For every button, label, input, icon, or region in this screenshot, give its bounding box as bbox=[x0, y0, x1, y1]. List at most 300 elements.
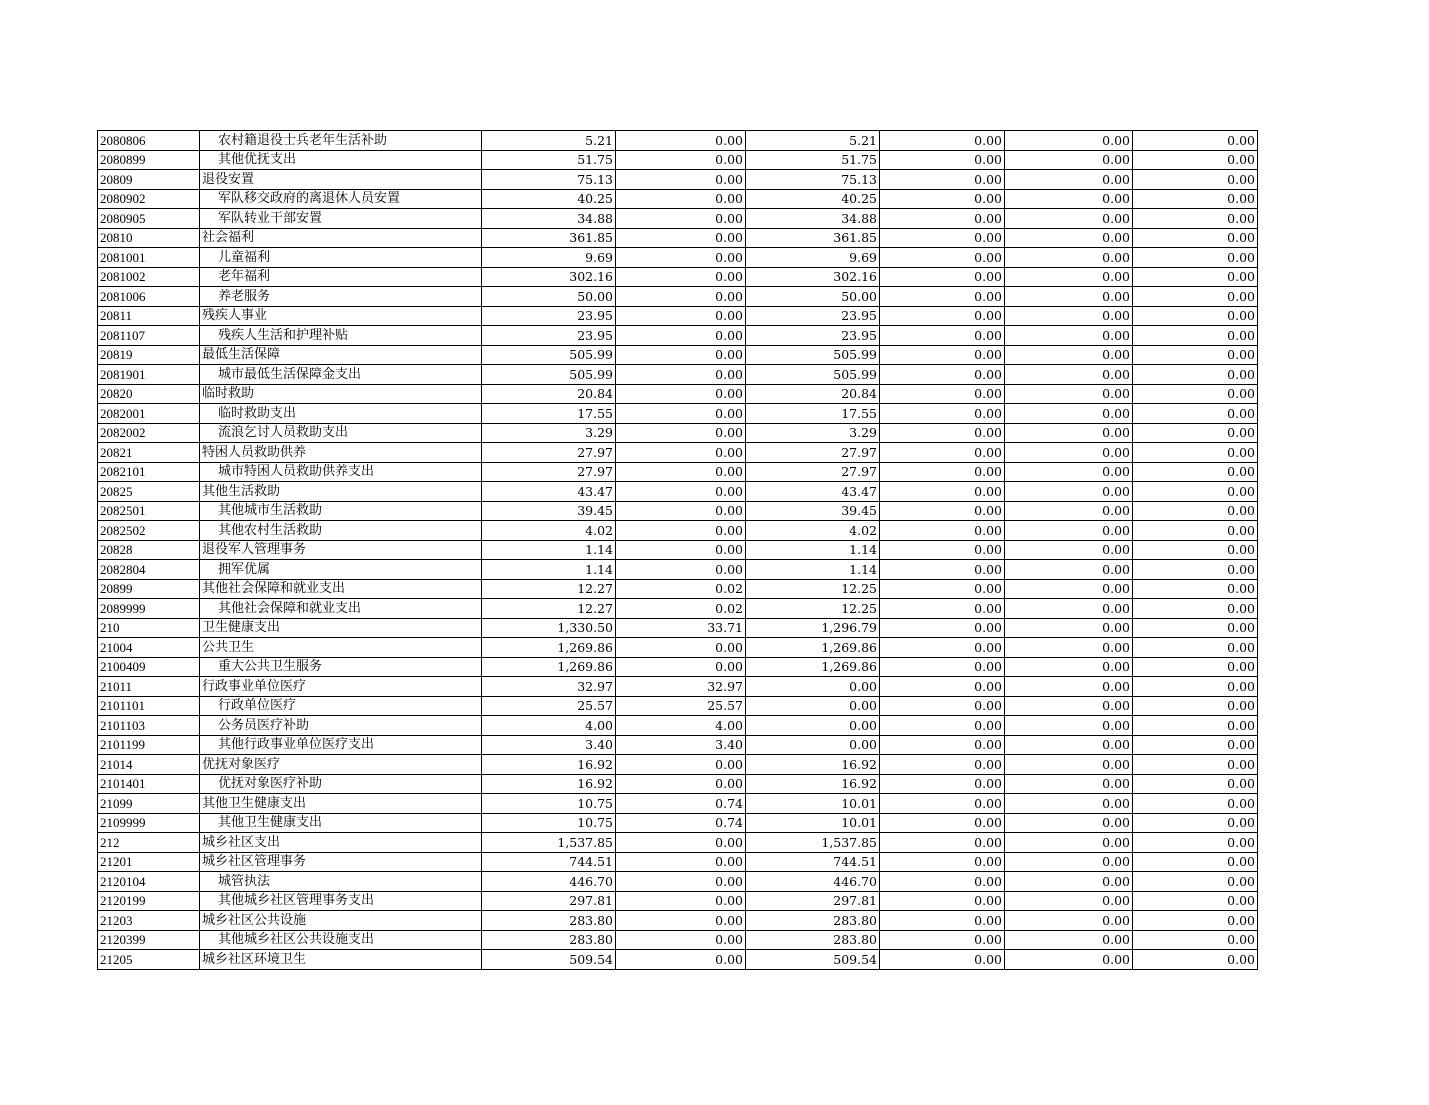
amount-cell: 17.55 bbox=[746, 404, 880, 424]
table-row bbox=[98, 813, 1258, 833]
amount-cell: 0.00 bbox=[1133, 287, 1258, 307]
amount-cell: 0.00 bbox=[616, 774, 746, 794]
amount-cell: 0.00 bbox=[746, 716, 880, 736]
amount-cell: 4.02 bbox=[482, 521, 616, 541]
amount-cell: 0.00 bbox=[616, 443, 746, 463]
amount-cell: 0.00 bbox=[616, 170, 746, 190]
amount-cell: 20.84 bbox=[746, 384, 880, 404]
subject-code-cell: 2081001 bbox=[98, 248, 200, 268]
table-row bbox=[98, 209, 1258, 229]
table-row bbox=[98, 716, 1258, 736]
amount-cell: 0.00 bbox=[1133, 696, 1258, 716]
amount-cell: 0.00 bbox=[1005, 404, 1133, 424]
subject-name-cell: 其他优抚支出 bbox=[200, 150, 482, 170]
amount-cell: 10.75 bbox=[482, 813, 616, 833]
subject-name-cell: 城管执法 bbox=[200, 872, 482, 892]
amount-cell: 32.97 bbox=[616, 677, 746, 697]
amount-cell: 505.99 bbox=[482, 365, 616, 385]
subject-code-cell: 210 bbox=[98, 618, 200, 638]
amount-cell: 0.00 bbox=[880, 384, 1005, 404]
amount-cell: 0.00 bbox=[1133, 930, 1258, 950]
subject-name-cell: 优抚对象医疗补助 bbox=[200, 774, 482, 794]
amount-cell: 0.00 bbox=[1133, 462, 1258, 482]
amount-cell: 0.00 bbox=[880, 365, 1005, 385]
amount-cell: 0.00 bbox=[616, 755, 746, 775]
amount-cell: 0.00 bbox=[1133, 170, 1258, 190]
amount-cell: 0.00 bbox=[880, 326, 1005, 346]
subject-name-cell: 儿童福利 bbox=[200, 248, 482, 268]
amount-cell: 5.21 bbox=[482, 131, 616, 151]
table-row bbox=[98, 891, 1258, 911]
subject-code-cell: 21004 bbox=[98, 638, 200, 658]
subject-name-cell: 重大公共卫生服务 bbox=[200, 657, 482, 677]
amount-cell: 0.00 bbox=[1005, 911, 1133, 931]
amount-cell: 0.00 bbox=[880, 131, 1005, 151]
amount-cell: 0.00 bbox=[1133, 501, 1258, 521]
subject-code-cell: 2081002 bbox=[98, 267, 200, 287]
amount-cell: 1,269.86 bbox=[746, 638, 880, 658]
amount-cell: 12.27 bbox=[482, 579, 616, 599]
amount-cell: 0.00 bbox=[616, 891, 746, 911]
amount-cell: 0.00 bbox=[880, 189, 1005, 209]
amount-cell: 0.00 bbox=[1005, 501, 1133, 521]
amount-cell: 4.00 bbox=[616, 716, 746, 736]
table-row bbox=[98, 326, 1258, 346]
amount-cell: 0.00 bbox=[1005, 852, 1133, 872]
amount-cell: 34.88 bbox=[482, 209, 616, 229]
amount-cell: 1,296.79 bbox=[746, 618, 880, 638]
amount-cell: 3.40 bbox=[482, 735, 616, 755]
amount-cell: 0.00 bbox=[616, 228, 746, 248]
amount-cell: 0.00 bbox=[616, 209, 746, 229]
amount-cell: 0.00 bbox=[1133, 384, 1258, 404]
table-row bbox=[98, 170, 1258, 190]
table-row bbox=[98, 638, 1258, 658]
amount-cell: 27.97 bbox=[746, 443, 880, 463]
amount-cell: 0.00 bbox=[880, 813, 1005, 833]
subject-name-cell: 其他社会保障和就业支出 bbox=[200, 579, 482, 599]
amount-cell: 25.57 bbox=[616, 696, 746, 716]
amount-cell: 0.00 bbox=[1133, 852, 1258, 872]
subject-code-cell: 21205 bbox=[98, 950, 200, 970]
amount-cell: 361.85 bbox=[482, 228, 616, 248]
table-row bbox=[98, 150, 1258, 170]
table-row bbox=[98, 852, 1258, 872]
amount-cell: 23.95 bbox=[482, 306, 616, 326]
amount-cell: 0.00 bbox=[1133, 228, 1258, 248]
amount-cell: 283.80 bbox=[746, 911, 880, 931]
amount-cell: 75.13 bbox=[746, 170, 880, 190]
subject-code-cell: 2082502 bbox=[98, 521, 200, 541]
table-row bbox=[98, 131, 1258, 151]
amount-cell: 0.00 bbox=[746, 735, 880, 755]
amount-cell: 1,269.86 bbox=[482, 638, 616, 658]
amount-cell: 0.00 bbox=[1005, 930, 1133, 950]
subject-name-cell: 其他卫生健康支出 bbox=[200, 794, 482, 814]
subject-name-cell: 流浪乞讨人员救助支出 bbox=[200, 423, 482, 443]
amount-cell: 10.01 bbox=[746, 813, 880, 833]
subject-code-cell: 2081006 bbox=[98, 287, 200, 307]
amount-cell: 40.25 bbox=[746, 189, 880, 209]
subject-name-cell: 城乡社区环境卫生 bbox=[200, 950, 482, 970]
table-row bbox=[98, 501, 1258, 521]
amount-cell: 0.00 bbox=[1133, 482, 1258, 502]
subject-name-cell: 城乡社区支出 bbox=[200, 833, 482, 853]
amount-cell: 0.00 bbox=[880, 774, 1005, 794]
amount-cell: 0.00 bbox=[1133, 365, 1258, 385]
amount-cell: 0.00 bbox=[1005, 423, 1133, 443]
amount-cell: 446.70 bbox=[746, 872, 880, 892]
amount-cell: 0.00 bbox=[1133, 735, 1258, 755]
amount-cell: 0.00 bbox=[616, 150, 746, 170]
amount-cell: 0.00 bbox=[1133, 599, 1258, 619]
subject-name-cell: 城乡社区管理事务 bbox=[200, 852, 482, 872]
amount-cell: 23.95 bbox=[482, 326, 616, 346]
amount-cell: 16.92 bbox=[482, 774, 616, 794]
table-row bbox=[98, 423, 1258, 443]
amount-cell: 0.00 bbox=[1005, 599, 1133, 619]
amount-cell: 0.00 bbox=[1133, 306, 1258, 326]
amount-cell: 0.00 bbox=[616, 345, 746, 365]
amount-cell: 0.00 bbox=[1133, 150, 1258, 170]
amount-cell: 283.80 bbox=[482, 911, 616, 931]
table-row bbox=[98, 482, 1258, 502]
amount-cell: 283.80 bbox=[482, 930, 616, 950]
table-row bbox=[98, 462, 1258, 482]
amount-cell: 0.00 bbox=[1005, 384, 1133, 404]
amount-cell: 0.00 bbox=[1005, 579, 1133, 599]
amount-cell: 33.71 bbox=[616, 618, 746, 638]
subject-code-cell: 20810 bbox=[98, 228, 200, 248]
amount-cell: 0.00 bbox=[880, 170, 1005, 190]
amount-cell: 0.00 bbox=[616, 189, 746, 209]
amount-cell: 51.75 bbox=[482, 150, 616, 170]
table-row bbox=[98, 696, 1258, 716]
subject-code-cell: 2081107 bbox=[98, 326, 200, 346]
subject-code-cell: 2082001 bbox=[98, 404, 200, 424]
amount-cell: 39.45 bbox=[746, 501, 880, 521]
amount-cell: 0.00 bbox=[616, 365, 746, 385]
amount-cell: 4.02 bbox=[746, 521, 880, 541]
amount-cell: 27.97 bbox=[482, 462, 616, 482]
table-row bbox=[98, 755, 1258, 775]
amount-cell: 0.00 bbox=[1133, 677, 1258, 697]
subject-name-cell: 卫生健康支出 bbox=[200, 618, 482, 638]
amount-cell: 297.81 bbox=[482, 891, 616, 911]
subject-code-cell: 20828 bbox=[98, 540, 200, 560]
amount-cell: 0.00 bbox=[616, 911, 746, 931]
subject-code-cell: 21203 bbox=[98, 911, 200, 931]
amount-cell: 509.54 bbox=[746, 950, 880, 970]
amount-cell: 0.00 bbox=[1005, 170, 1133, 190]
amount-cell: 75.13 bbox=[482, 170, 616, 190]
subject-code-cell: 21011 bbox=[98, 677, 200, 697]
amount-cell: 0.00 bbox=[1005, 735, 1133, 755]
subject-name-cell: 公务员医疗补助 bbox=[200, 716, 482, 736]
subject-code-cell: 20825 bbox=[98, 482, 200, 502]
amount-cell: 40.25 bbox=[482, 189, 616, 209]
subject-name-cell: 其他农村生活救助 bbox=[200, 521, 482, 541]
amount-cell: 5.21 bbox=[746, 131, 880, 151]
amount-cell: 0.00 bbox=[1133, 404, 1258, 424]
amount-cell: 9.69 bbox=[482, 248, 616, 268]
amount-cell: 0.00 bbox=[880, 599, 1005, 619]
amount-cell: 0.00 bbox=[1005, 209, 1133, 229]
table-row bbox=[98, 248, 1258, 268]
amount-cell: 0.00 bbox=[1133, 521, 1258, 541]
amount-cell: 0.00 bbox=[1133, 131, 1258, 151]
amount-cell: 16.92 bbox=[482, 755, 616, 775]
subject-code-cell: 20899 bbox=[98, 579, 200, 599]
subject-name-cell: 社会福利 bbox=[200, 228, 482, 248]
table-body bbox=[98, 131, 1258, 970]
subject-name-cell: 优抚对象医疗 bbox=[200, 755, 482, 775]
amount-cell: 43.47 bbox=[482, 482, 616, 502]
subject-name-cell: 老年福利 bbox=[200, 267, 482, 287]
amount-cell: 12.25 bbox=[746, 579, 880, 599]
table-row bbox=[98, 579, 1258, 599]
amount-cell: 0.00 bbox=[1005, 872, 1133, 892]
amount-cell: 10.75 bbox=[482, 794, 616, 814]
amount-cell: 0.74 bbox=[616, 794, 746, 814]
amount-cell: 283.80 bbox=[746, 930, 880, 950]
subject-code-cell: 20820 bbox=[98, 384, 200, 404]
amount-cell: 0.00 bbox=[1005, 131, 1133, 151]
amount-cell: 0.00 bbox=[880, 228, 1005, 248]
amount-cell: 0.00 bbox=[616, 560, 746, 580]
subject-code-cell: 2082101 bbox=[98, 462, 200, 482]
amount-cell: 23.95 bbox=[746, 306, 880, 326]
amount-cell: 3.29 bbox=[746, 423, 880, 443]
amount-cell: 0.00 bbox=[1133, 326, 1258, 346]
amount-cell: 0.00 bbox=[880, 735, 1005, 755]
amount-cell: 361.85 bbox=[746, 228, 880, 248]
amount-cell: 23.95 bbox=[746, 326, 880, 346]
subject-code-cell: 20809 bbox=[98, 170, 200, 190]
subject-name-cell: 行政事业单位医疗 bbox=[200, 677, 482, 697]
amount-cell: 16.92 bbox=[746, 755, 880, 775]
amount-cell: 302.16 bbox=[746, 267, 880, 287]
amount-cell: 505.99 bbox=[746, 365, 880, 385]
amount-cell: 20.84 bbox=[482, 384, 616, 404]
amount-cell: 16.92 bbox=[746, 774, 880, 794]
amount-cell: 0.00 bbox=[1133, 950, 1258, 970]
amount-cell: 0.00 bbox=[880, 657, 1005, 677]
amount-cell: 0.00 bbox=[880, 833, 1005, 853]
amount-cell: 1.14 bbox=[482, 540, 616, 560]
amount-cell: 505.99 bbox=[482, 345, 616, 365]
amount-cell: 0.00 bbox=[616, 326, 746, 346]
subject-name-cell: 临时救助 bbox=[200, 384, 482, 404]
amount-cell: 0.00 bbox=[616, 267, 746, 287]
table-row bbox=[98, 735, 1258, 755]
subject-code-cell: 20821 bbox=[98, 443, 200, 463]
amount-cell: 0.00 bbox=[880, 209, 1005, 229]
amount-cell: 744.51 bbox=[482, 852, 616, 872]
amount-cell: 0.00 bbox=[1005, 248, 1133, 268]
amount-cell: 27.97 bbox=[746, 462, 880, 482]
subject-name-cell: 城乡社区公共设施 bbox=[200, 911, 482, 931]
amount-cell: 0.00 bbox=[1005, 638, 1133, 658]
amount-cell: 0.00 bbox=[880, 755, 1005, 775]
subject-code-cell: 2120104 bbox=[98, 872, 200, 892]
amount-cell: 0.00 bbox=[880, 287, 1005, 307]
amount-cell: 0.00 bbox=[1133, 657, 1258, 677]
subject-name-cell: 行政单位医疗 bbox=[200, 696, 482, 716]
subject-code-cell: 2120199 bbox=[98, 891, 200, 911]
amount-cell: 0.00 bbox=[616, 930, 746, 950]
amount-cell: 3.29 bbox=[482, 423, 616, 443]
table-row bbox=[98, 774, 1258, 794]
amount-cell: 0.00 bbox=[880, 950, 1005, 970]
table-row bbox=[98, 384, 1258, 404]
amount-cell: 0.00 bbox=[616, 501, 746, 521]
amount-cell: 0.00 bbox=[880, 462, 1005, 482]
amount-cell: 1,269.86 bbox=[746, 657, 880, 677]
amount-cell: 0.00 bbox=[880, 930, 1005, 950]
subject-name-cell: 农村籍退役士兵老年生活补助 bbox=[200, 131, 482, 151]
amount-cell: 0.00 bbox=[880, 638, 1005, 658]
table-row bbox=[98, 365, 1258, 385]
amount-cell: 0.00 bbox=[1133, 267, 1258, 287]
amount-cell: 0.00 bbox=[1133, 638, 1258, 658]
amount-cell: 0.00 bbox=[880, 482, 1005, 502]
amount-cell: 25.57 bbox=[482, 696, 616, 716]
amount-cell: 0.00 bbox=[880, 618, 1005, 638]
amount-cell: 0.00 bbox=[1133, 716, 1258, 736]
amount-cell: 51.75 bbox=[746, 150, 880, 170]
amount-cell: 50.00 bbox=[482, 287, 616, 307]
amount-cell: 0.00 bbox=[1005, 696, 1133, 716]
subject-code-cell: 2109999 bbox=[98, 813, 200, 833]
subject-code-cell: 2082002 bbox=[98, 423, 200, 443]
amount-cell: 744.51 bbox=[746, 852, 880, 872]
amount-cell: 0.00 bbox=[880, 248, 1005, 268]
subject-code-cell: 2080806 bbox=[98, 131, 200, 151]
table-row bbox=[98, 267, 1258, 287]
amount-cell: 0.00 bbox=[746, 696, 880, 716]
amount-cell: 0.00 bbox=[1005, 677, 1133, 697]
amount-cell: 0.00 bbox=[1133, 813, 1258, 833]
amount-cell: 4.00 bbox=[482, 716, 616, 736]
amount-cell: 0.00 bbox=[1005, 189, 1133, 209]
amount-cell: 0.00 bbox=[1133, 248, 1258, 268]
amount-cell: 302.16 bbox=[482, 267, 616, 287]
amount-cell: 0.00 bbox=[1005, 345, 1133, 365]
amount-cell: 0.00 bbox=[880, 852, 1005, 872]
amount-cell: 0.00 bbox=[880, 794, 1005, 814]
amount-cell: 0.00 bbox=[1133, 189, 1258, 209]
subject-name-cell: 军队转业干部安置 bbox=[200, 209, 482, 229]
subject-code-cell: 2100409 bbox=[98, 657, 200, 677]
subject-name-cell: 其他卫生健康支出 bbox=[200, 813, 482, 833]
table-row bbox=[98, 872, 1258, 892]
amount-cell: 32.97 bbox=[482, 677, 616, 697]
amount-cell: 0.00 bbox=[1133, 443, 1258, 463]
table-row bbox=[98, 930, 1258, 950]
amount-cell: 0.00 bbox=[616, 131, 746, 151]
amount-cell: 1,269.86 bbox=[482, 657, 616, 677]
table-row bbox=[98, 306, 1258, 326]
table-row bbox=[98, 794, 1258, 814]
amount-cell: 39.45 bbox=[482, 501, 616, 521]
amount-cell: 0.00 bbox=[1005, 540, 1133, 560]
subject-name-cell: 城市最低生活保障金支出 bbox=[200, 365, 482, 385]
subject-code-cell: 20811 bbox=[98, 306, 200, 326]
amount-cell: 0.74 bbox=[616, 813, 746, 833]
subject-code-cell: 2101101 bbox=[98, 696, 200, 716]
amount-cell: 0.00 bbox=[880, 579, 1005, 599]
amount-cell: 0.00 bbox=[880, 872, 1005, 892]
amount-cell: 3.40 bbox=[616, 735, 746, 755]
table-row bbox=[98, 540, 1258, 560]
amount-cell: 0.00 bbox=[880, 521, 1005, 541]
amount-cell: 0.00 bbox=[880, 443, 1005, 463]
amount-cell: 0.00 bbox=[1133, 833, 1258, 853]
subject-name-cell: 其他社会保障和就业支出 bbox=[200, 599, 482, 619]
subject-code-cell: 2080905 bbox=[98, 209, 200, 229]
amount-cell: 0.00 bbox=[1133, 891, 1258, 911]
amount-cell: 0.00 bbox=[616, 638, 746, 658]
amount-cell: 0.00 bbox=[1133, 540, 1258, 560]
subject-name-cell: 其他行政事业单位医疗支出 bbox=[200, 735, 482, 755]
subject-name-cell: 特困人员救助供养 bbox=[200, 443, 482, 463]
amount-cell: 0.00 bbox=[616, 306, 746, 326]
amount-cell: 10.01 bbox=[746, 794, 880, 814]
subject-name-cell: 养老服务 bbox=[200, 287, 482, 307]
table-row bbox=[98, 228, 1258, 248]
amount-cell: 0.00 bbox=[1133, 755, 1258, 775]
amount-cell: 0.00 bbox=[616, 540, 746, 560]
amount-cell: 0.00 bbox=[616, 248, 746, 268]
amount-cell: 0.00 bbox=[880, 423, 1005, 443]
amount-cell: 0.00 bbox=[880, 911, 1005, 931]
amount-cell: 0.00 bbox=[1005, 755, 1133, 775]
amount-cell: 0.00 bbox=[880, 150, 1005, 170]
amount-cell: 50.00 bbox=[746, 287, 880, 307]
table-row bbox=[98, 657, 1258, 677]
amount-cell: 0.00 bbox=[1133, 774, 1258, 794]
table-row bbox=[98, 189, 1258, 209]
amount-cell: 0.00 bbox=[616, 287, 746, 307]
amount-cell: 0.00 bbox=[1005, 462, 1133, 482]
amount-cell: 0.00 bbox=[880, 540, 1005, 560]
amount-cell: 0.02 bbox=[616, 599, 746, 619]
subject-code-cell: 21201 bbox=[98, 852, 200, 872]
amount-cell: 0.00 bbox=[1133, 794, 1258, 814]
subject-name-cell: 退役安置 bbox=[200, 170, 482, 190]
amount-cell: 0.00 bbox=[1133, 423, 1258, 443]
subject-name-cell: 城市特困人员救助供养支出 bbox=[200, 462, 482, 482]
amount-cell: 0.00 bbox=[880, 560, 1005, 580]
amount-cell: 0.00 bbox=[616, 833, 746, 853]
subject-name-cell: 残疾人生活和护理补贴 bbox=[200, 326, 482, 346]
amount-cell: 0.00 bbox=[880, 891, 1005, 911]
amount-cell: 17.55 bbox=[482, 404, 616, 424]
amount-cell: 0.00 bbox=[616, 852, 746, 872]
amount-cell: 0.00 bbox=[880, 306, 1005, 326]
amount-cell: 34.88 bbox=[746, 209, 880, 229]
amount-cell: 0.00 bbox=[1005, 716, 1133, 736]
table-row bbox=[98, 287, 1258, 307]
subject-code-cell: 2101103 bbox=[98, 716, 200, 736]
amount-cell: 0.00 bbox=[1005, 618, 1133, 638]
subject-name-cell: 残疾人事业 bbox=[200, 306, 482, 326]
amount-cell: 0.00 bbox=[1005, 774, 1133, 794]
amount-cell: 0.00 bbox=[616, 462, 746, 482]
subject-code-cell: 2082804 bbox=[98, 560, 200, 580]
amount-cell: 0.00 bbox=[1005, 521, 1133, 541]
